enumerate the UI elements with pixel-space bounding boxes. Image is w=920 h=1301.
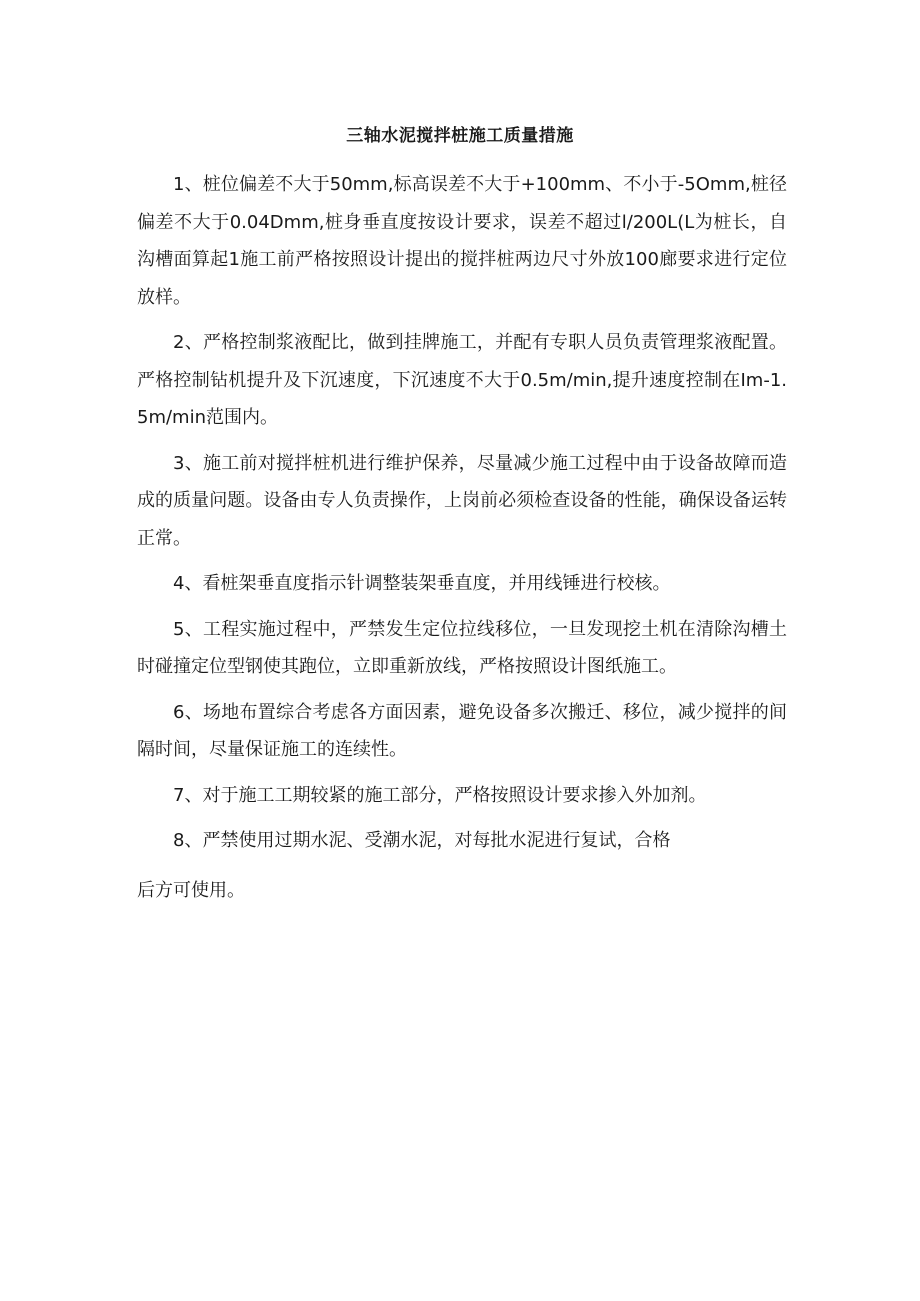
document-body (137, 166, 787, 909)
paragraph-4: 4、看桩架垂直度指示针调整装架垂直度，并用线锤进行校核。 (173, 573, 671, 594)
paragraph-5: 5、工程实施过程中，严禁发生定位拉线移位，一旦发现挖土机在清除沟槽土时碰撞定位型钢使其跑位，立即重新放线，严格按照设计图纸施工。 (137, 618, 787, 677)
paragraph-7: 7、对于施工工期较紧的施工部分，严格按照设计要求掺入外加剂。 (173, 784, 707, 806)
page-title: 三轴水泥搅拌桩施工质量措施 (346, 126, 574, 146)
paragraph-3: 3、施工前对搅拌桩机进行维护保养，尽量减少施工过程中由于设备故障而造成的质量问题。设备由专人负责操作，上岗前必须检查设备的性能，确保设备运转正常。 (137, 452, 787, 549)
paragraph-1: 1、桩位偏差不大于50mm,标高误差不大于+100mm、不小于-5Omm,桩径偏差不大于0.04Dmm,桩身垂直度按设计要求，误差不超过l∕200L(L为桩长，自沟槽面算起1施工前严格按照设计提出的搅拌桩两边尺寸外放100廊要求进行定位放样。 (137, 174, 787, 308)
paragraph-8-continuation: 后方可使用。 (137, 879, 245, 901)
paragraph-6: 6、场地布置综合考虑各方面因素，避免设备多次搬迁、移位，减少搅拌的间隔时间，尽量保证施工的连续性。 (137, 701, 787, 760)
paragraph-2: 2、严格控制浆液配比，做到挂牌施工，并配有专职人员负责管理浆液配置。严格控制钻机提升及下沉速度，下沉速度不大于0.5m∕min,提升速度控制在Im-1.5m∕min范围内。 (137, 332, 787, 428)
paragraph-8: 8、严禁使用过期水泥、受潮水泥，对每批水泥进行复试，合格 (173, 830, 671, 851)
